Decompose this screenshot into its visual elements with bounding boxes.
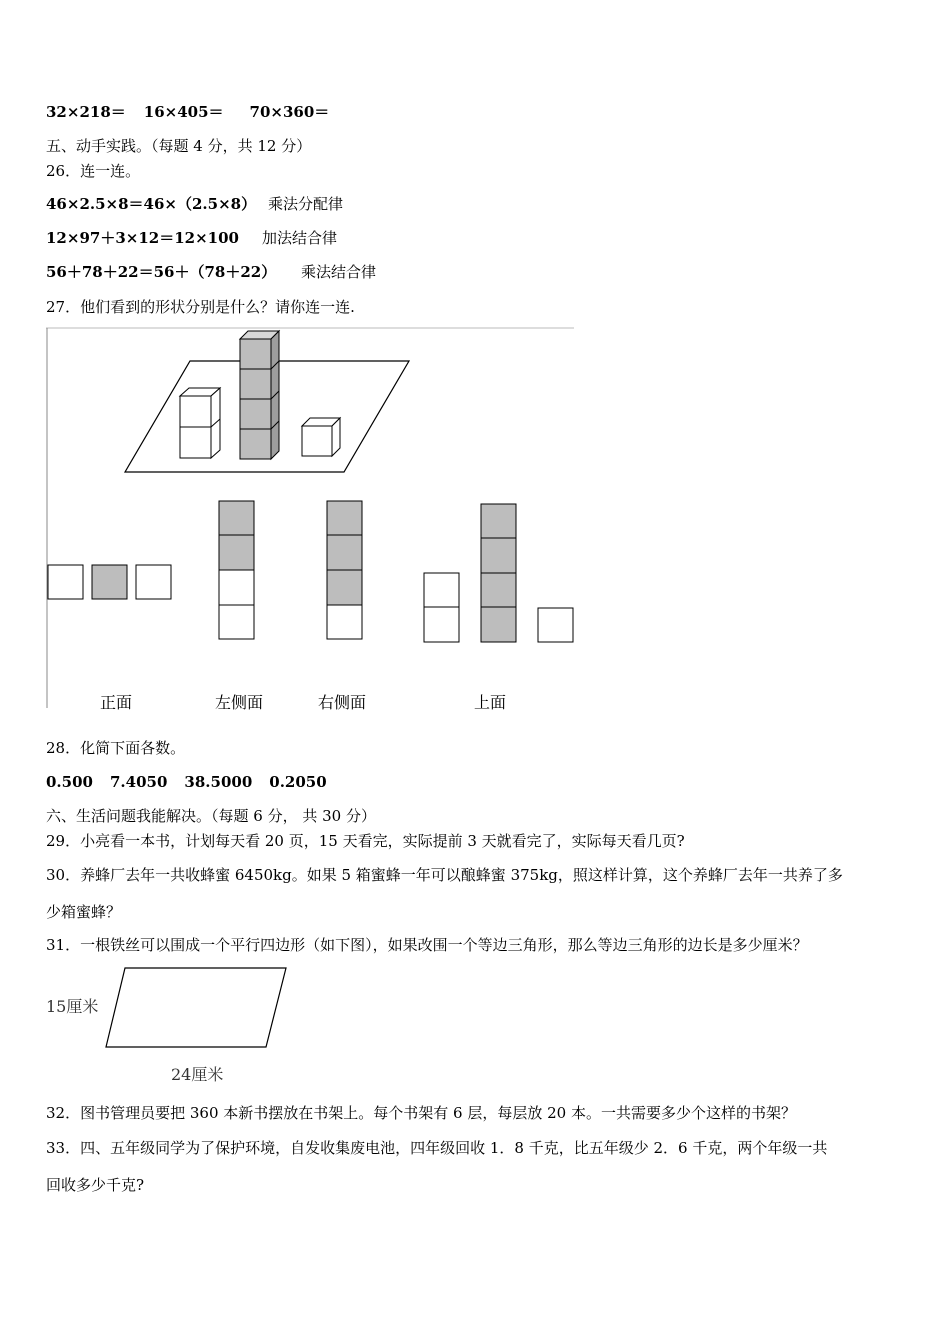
label-base-length: 24厘米 [171, 1065, 224, 1084]
q28-number: 7.4050 [109, 773, 168, 791]
q26-expr: 46×2.5×8＝46×（2.5×8） [46, 195, 257, 213]
q30-line2: 少箱蜜蜂？ [46, 903, 122, 921]
q33-line2: 回收多少千克? [46, 1176, 145, 1194]
q28-title: 28．化简下面各数。 [46, 739, 186, 757]
q28-numbers [46, 772, 327, 792]
q33-line1: 33．四、五年级同学为了保护环境，自发收集废电池，四年级回收 1．8 千克，比五年级少 2．6 千克，两个年级一共 [46, 1139, 828, 1157]
q26-row [46, 194, 343, 214]
label-top: 上面 [474, 693, 507, 712]
calc-item: 16×405＝ [143, 103, 224, 121]
label-side-length: 15厘米 [46, 997, 99, 1016]
q26-expr: 12×97＋3×12＝12×100 [46, 229, 239, 247]
cube-stack-left [180, 388, 220, 458]
label-front: 正面 [100, 693, 133, 712]
q28-number: 0.500 [46, 773, 93, 791]
calc-row [46, 102, 329, 122]
q28-number: 0.2050 [269, 773, 327, 791]
label-left-side: 左侧面 [215, 693, 264, 712]
calc-item: 70×360＝ [249, 103, 330, 121]
q26-law: 加法结合律 [262, 229, 338, 247]
q26-row [46, 262, 376, 282]
q27-title: 27．他们看到的形状分别是什么？请你连一连. [46, 298, 355, 316]
q26-expr: 56＋78＋22＝56＋（78＋22） [46, 263, 277, 281]
front-view-shape [48, 565, 171, 599]
right-side-view-shape [327, 501, 362, 639]
q29-text: 29．小亮看一本书，计划每天看 20 页，15 天看完，实际提前 3 天就看完了，实际每天看几页? [46, 832, 685, 850]
left-side-view-shape [219, 501, 254, 639]
cube-views-figure [46, 326, 576, 710]
calc-item: 32×218＝ [46, 103, 126, 121]
top-view-shape [424, 504, 573, 642]
cube-single-right [302, 418, 340, 456]
q26-law: 乘法结合律 [301, 263, 377, 281]
section6-heading: 六、生活问题我能解决。（每题 6 分， 共 30 分） [46, 807, 376, 825]
q30-line1: 30．养蜂厂去年一共收蜂蜜 6450kg。如果 5 箱蜜蜂一年可以酿蜂蜜 375kg，照这样计算，这个养蜂厂去年一共养了多 [46, 866, 843, 884]
parallelogram-figure [104, 965, 290, 1051]
label-right-side: 右侧面 [318, 693, 367, 712]
q26-law: 乘法分配律 [268, 195, 344, 213]
q32-text: 32．图书管理员要把 360 本新书摆放在书架上。每个书架有 6 层，每层放 20 本。一共需要多少个这样的书架？ [46, 1104, 796, 1122]
cube-stack-middle [240, 331, 279, 459]
section5-heading: 五、动手实践。（每题 4 分，共 12 分） [46, 137, 312, 155]
q26-title: 26．连一连。 [46, 162, 141, 180]
q26-row [46, 228, 337, 248]
q28-number: 38.5000 [184, 773, 253, 791]
q31-text: 31．一根铁丝可以围成一个平行四边形（如下图），如果改围一个等边三角形，那么等边三角形的边长是多少厘米？ [46, 936, 808, 954]
parallelogram-shape [106, 968, 286, 1047]
